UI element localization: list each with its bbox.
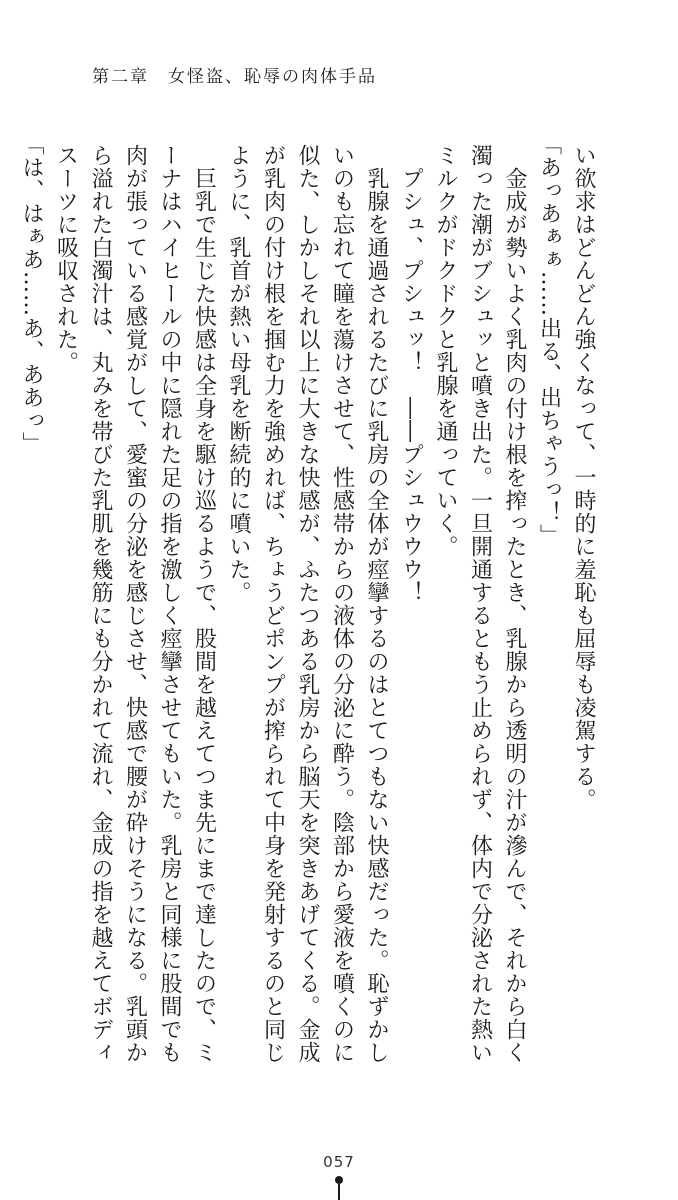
text-line-13: ーナはハイヒールの中に隠れた足の指を激しく痙攣させてもいた。乳房と同様に股間でも (157, 144, 182, 1064)
text-line-12: 巨乳で生じた快感は全身を駆け巡るようで、股間を越えてつま先にまで達したので、ミ (191, 144, 217, 1064)
text-line-6: プシュ、プシュッ！ ――プシュウウウ！ (398, 144, 424, 604)
text-line-8: いのも忘れて瞳を蕩けさせて、性感帯からの液体の分泌に酔う。陰部から愛液を噴くのに (329, 144, 355, 1064)
text-line-9: 似た、しかしそれ以上に大きな快感が、ふたつある乳房から脳天を突きあげてくる。金成 (295, 144, 320, 1064)
text-line-15: ら溢れた白濁汁は、丸みを帯びた乳肌を幾筋にも分かれて流れ、金成の指を越えてボディ (88, 144, 113, 1064)
text-line-10: が乳肉の付け根を掴む力を強めれば、ちょうどポンプが搾られて中身を発射するのと同じ (260, 144, 286, 1064)
text-line-2: 「あっあぁぁ……出る、出ちゃうっ！」 (536, 133, 562, 547)
page-number-ornament-icon (334, 1172, 344, 1200)
running-head: 第二章 女怪盗、恥辱の肉体手品 (92, 67, 377, 87)
text-line-7: 乳腺を通過されるたびに乳房の全体が痙攣するのはとてつもない快感だった。恥ずかし (364, 144, 389, 1064)
text-line-5: ミルクがドクドクと乳腺を通っていく。 (433, 144, 458, 558)
text-line-17: 「は、はぁあ……あ、ああっ」 (19, 133, 44, 455)
page-number: 057 (323, 1153, 355, 1171)
text-line-14: 肉が張っている感覚がして、愛蜜の分泌を感じさせ、快感で腰が砕けそうになる。乳頭か (122, 144, 148, 1064)
text-line-1: い欲求はどんどん強くなって、一時的に羞恥も屈辱も凌駕する。 (571, 144, 596, 811)
text-line-3: 金成が勢いよく乳肉の付け根を搾ったとき、乳腺から透明の汁が滲んで、それから白く (502, 144, 527, 1064)
body-text (19, 133, 600, 1094)
text-line-4: 濁った潮がブシュッと噴き出た。一旦開通するともう止められず、体内で分泌された熱い (467, 144, 493, 1064)
text-line-11: ように、乳首が熱い母乳を断続的に噴いた。 (226, 144, 251, 604)
text-line-16: スーツに吸収された。 (53, 144, 79, 374)
